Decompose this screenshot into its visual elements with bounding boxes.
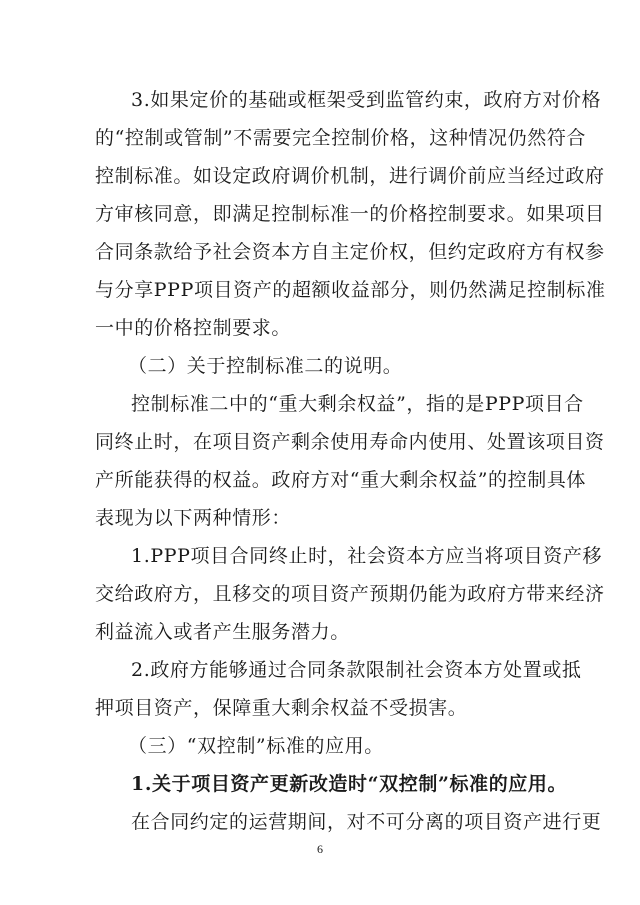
paragraph-line: 控制标准二中的“重大剩余权益”，指的是PPP项目合 [131, 393, 584, 415]
paragraph-line: 与分享PPP项目资产的超额收益部分，则仍然满足控制标准 [95, 279, 606, 301]
paragraph-line: 2.政府方能够通过合同条款限制社会资本方处置或抵 [131, 659, 582, 681]
paragraph-line: 同终止时，在项目资产剩余使用寿命内使用、处置该项目资 [95, 431, 605, 453]
paragraph-line: 1.PPP项目合同终止时，社会资本方应当将项目资产移 [131, 545, 603, 567]
paragraph-line: 方审核同意，即满足控制标准一的价格控制要求。如果项目 [95, 203, 605, 225]
paragraph-line: 一中的价格控制要求。 [95, 317, 292, 339]
section-heading: （二）关于控制标准二的说明。 [128, 355, 403, 377]
paragraph-line: 交给政府方，且移交的项目资产预期仍能为政府方带来经济 [95, 583, 605, 605]
paragraph-line: 押项目资产，保障重大剩余权益不受损害。 [95, 697, 468, 719]
paragraph-line: 合同条款给予社会资本方自主定价权，但约定政府方有权参 [95, 241, 605, 263]
subsection-heading: 1.关于项目资产更新改造时“双控制”标准的应用。 [131, 773, 568, 795]
paragraph-line: 控制标准。如设定政府调价机制，进行调价前应当经过政府 [95, 165, 605, 187]
paragraph-line: 3.如果定价的基础或框架受到监管约束，政府方对价格 [131, 89, 602, 111]
section-heading: （三）“双控制”标准的应用。 [128, 735, 384, 757]
paragraph-line: 在合同约定的运营期间，对不可分离的项目资产进行更 [131, 811, 602, 833]
paragraph-line: 表现为以下两种情形： [95, 507, 292, 529]
paragraph-line: 的“控制或管制”不需要完全控制价格，这种情况仍然符合 [95, 127, 587, 149]
page-number: 6 [317, 842, 323, 856]
paragraph-line: 产所能获得的权益。政府方对“重大剩余权益”的控制具体 [95, 469, 587, 491]
paragraph-line: 利益流入或者产生服务潜力。 [95, 621, 350, 643]
